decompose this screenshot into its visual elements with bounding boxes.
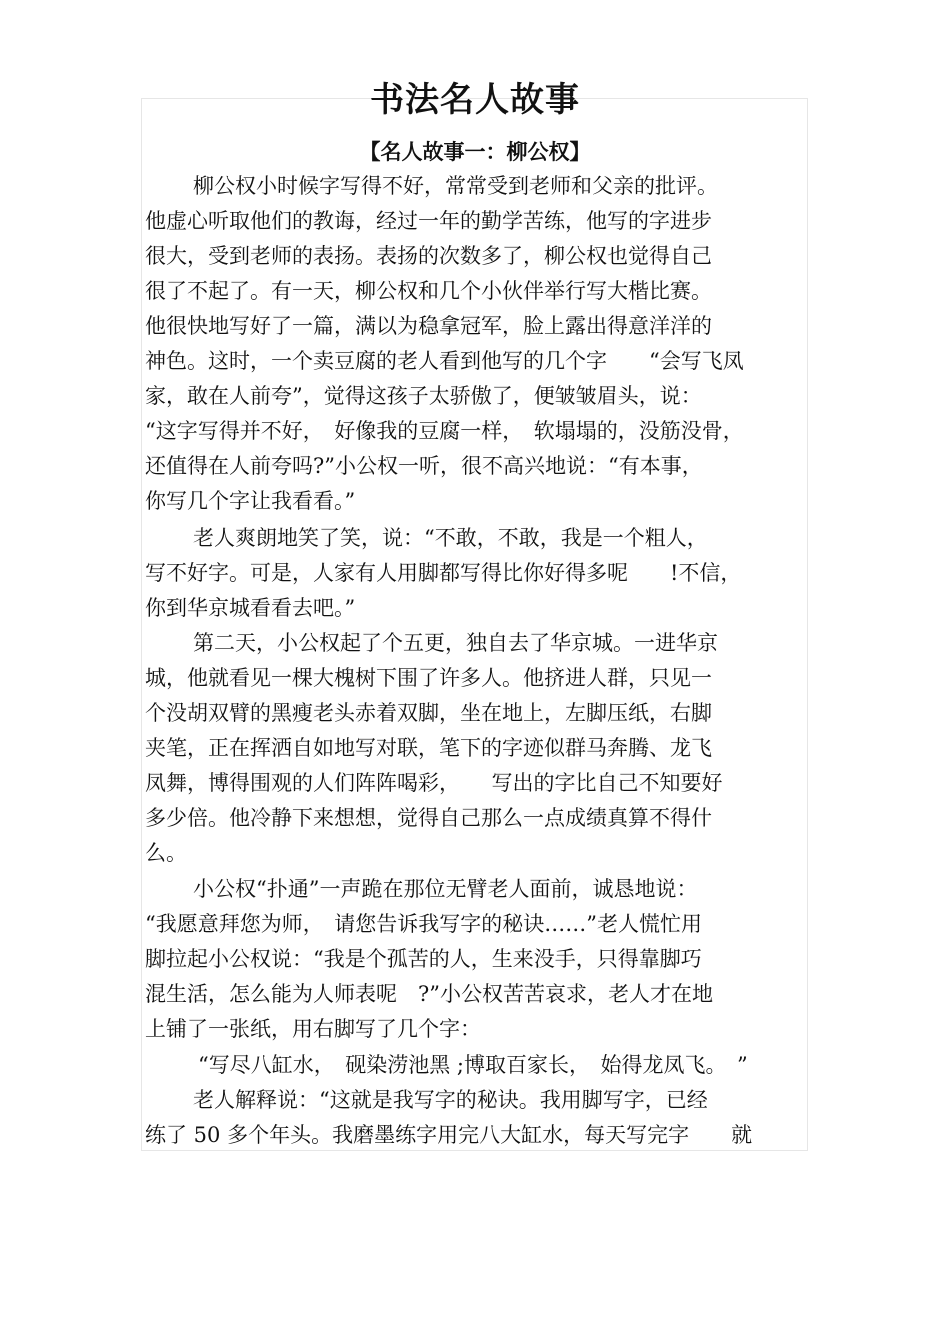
text-line: 个没胡双臂的黑瘦老头赤着双脚，坐在地上，左脚压纸，右脚 xyxy=(145,701,712,725)
text-line: 脚拉起小公权说：“我是个孤苦的人，生来没手，只得靠脚巧 xyxy=(145,947,702,971)
text-line: 小公权“扑通”一声跪在那位无臂老人面前，诚恳地说： xyxy=(193,877,698,901)
text-line: “写尽八缸水， 砚染涝池黑 ;博取百家长， 始得龙凤飞。 ” xyxy=(198,1053,748,1077)
text-line: 很了不起了。有一天，柳公权和几个小伙伴举行写大楷比赛。 xyxy=(145,279,712,303)
text-line: 混生活，怎么能为人师表呢 ?”小公权苦苦哀求，老人才在地 xyxy=(145,982,713,1006)
text-line: 夹笔，正在挥洒自如地写对联，笔下的字迹似群马奔腾、龙飞 xyxy=(145,736,712,760)
document-title: 书法名人故事 xyxy=(370,80,580,120)
text-line: 很大，受到老师的表扬。表扬的次数多了，柳公权也觉得自己 xyxy=(145,244,712,268)
document-subtitle: 【名人故事一：柳公权】 xyxy=(359,139,591,164)
text-line: 家，敢在人前夸”，觉得这孩子太骄傲了，便皱皱眉头，说： xyxy=(145,384,702,408)
text-line: 写不好字。可是，人家有人用脚都写得比你好得多呢 !不信， xyxy=(145,561,742,585)
text-line: “这字写得并不好， 好像我的豆腐一样， 软塌塌的，没筋没骨， xyxy=(145,419,744,443)
text-line: 么。 xyxy=(145,841,187,865)
text-line: 凤舞，博得围观的人们阵阵喝彩， 写出的字比自己不知要好 xyxy=(145,771,723,795)
text-line: 他很快地写好了一篇，满以为稳拿冠军，脸上露出得意洋洋的 xyxy=(145,314,712,338)
text-line: 老人爽朗地笑了笑，说：“不敢，不敢，我是一个粗人， xyxy=(193,526,708,550)
text-line: 柳公权小时候字写得不好，常常受到老师和父亲的批评。 xyxy=(193,174,718,198)
text-line: 还值得在人前夸吗?”小公权一听，很不高兴地说：“有本事， xyxy=(145,454,703,478)
text-line: “我愿意拜您为师， 请您告诉我写字的秘诀……”老人慌忙用 xyxy=(145,912,702,936)
text-line: 你到华京城看看去吧。” xyxy=(145,596,356,620)
text-line: 老人解释说：“这就是我写字的秘诀。我用脚写字，已经 xyxy=(193,1088,708,1112)
text-line: 多少倍。他冷静下来想想，觉得自己那么一点成绩真算不得什 xyxy=(145,806,712,830)
text-line: 神色。这时，一个卖豆腐的老人看到他写的几个字 “会写飞凤 xyxy=(145,349,744,373)
text-line: 他虚心听取他们的教诲，经过一年的勤学苦练，他写的字进步 xyxy=(145,209,712,233)
text-line: 城，他就看见一棵大槐树下围了许多人。他挤进人群，只见一 xyxy=(145,666,712,690)
text-line: 上铺了一张纸，用右脚写了几个字： xyxy=(145,1017,481,1041)
text-line: 第二天，小公权起了个五更，独自去了华京城。一进华京 xyxy=(193,631,718,655)
text-line: 练了 50 多个年头。我磨墨练字用完八大缸水，每天写完字 就 xyxy=(145,1123,753,1147)
text-line: 你写几个字让我看看。” xyxy=(145,489,356,513)
